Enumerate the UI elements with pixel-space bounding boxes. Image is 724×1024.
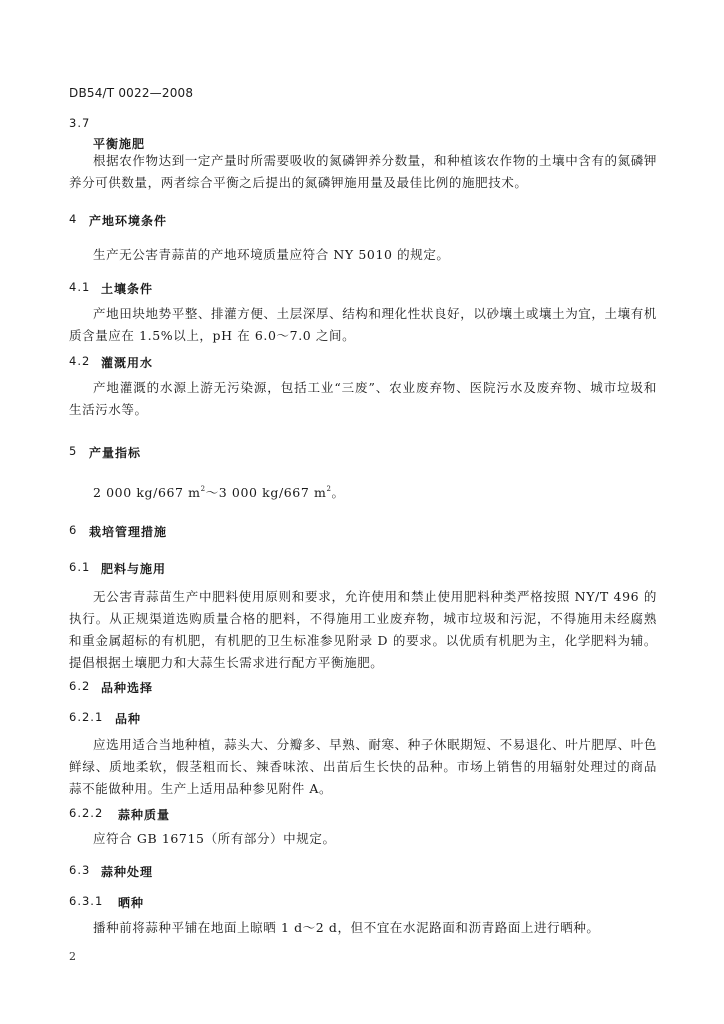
section-number-6-2: 6.2 [69,679,91,693]
paragraph-6-2-2: 应符合 GB 16715（所有部分）中规定。 [93,831,336,846]
yield-max: ～3 000 kg/667 m [205,485,327,500]
standard-header: DB54/T 0022—2008 [69,86,194,100]
section-title-6-2-1: 品种 [115,712,142,726]
paragraph-6-2-1: 应选用适合当地种植，蒜头大、分瓣多、早熟、耐寒、种子休眠期短、不易退化、叶片肥厚、叶色鲜绿、质地柔软，假茎粗而长、辣香味浓、出苗后生长快的品种。市场上销售的用辐射处理过的商品蒜不能做种用。生产上适用品种参见附件 A。 [69,737,657,796]
yield-max-exponent: 2 [326,485,332,493]
section-title-6-3-1: 晒种 [118,896,145,910]
section-title-6-1: 肥料与施用 [101,562,167,576]
paragraph-4-1: 产地田块地势平整、排灌方便、土层深厚、结构和理化性状良好，以砂壤土或壤土为宜，土壤有机质含量应在 1.5%以上，pH 在 6.0～7.0 之间。 [69,306,657,343]
section-title-4-2: 灌溉用水 [101,356,154,370]
yield-min-exponent: 2 [200,485,206,493]
section-title-4: 产地环境条件 [89,214,168,228]
section-number-6-2-2: 6.2.2 [69,806,104,820]
section-number-6: 6 [69,523,78,537]
page-number: 2 [69,950,76,963]
section-number-4-1: 4.1 [69,280,91,294]
section-title-6-2: 品种选择 [101,681,154,695]
paragraph-4-2: 产地灌溉的水源上游无污染源，包括工业“三废”、农业废弃物、医院污水及废弃物、城市垃圾和生活污水等。 [69,380,657,417]
section-number-6-1: 6.1 [69,560,91,574]
section-title-6-2-2: 蒜种质量 [118,808,171,822]
yield-end-mark: 。 [331,485,345,500]
section-number-3-7: 3.7 [69,116,91,130]
section-title-5: 产量指标 [89,446,142,460]
section-number-6-2-1: 6.2.1 [69,710,104,724]
section-title-6-3: 蒜种处理 [101,865,154,879]
section-number-4: 4 [69,212,78,226]
section-number-5: 5 [69,444,78,458]
paragraph-4: 生产无公害青蒜苗的产地环境质量应符合 NY 5010 的规定。 [93,247,450,262]
yield-range [93,478,653,504]
section-number-6-3: 6.3 [69,863,91,877]
section-number-4-2: 4.2 [69,354,91,368]
paragraph-3-7: 根据农作物达到一定产量时所需要吸收的氮磷钾养分数量，和种植该农作物的土壤中含有的氮磷钾养分可供数量，两者综合平衡之后提出的氮磷钾施用量及最佳比例的施肥技术。 [69,153,657,190]
section-title-3-7: 平衡施肥 [93,137,146,151]
section-title-6: 栽培管理措施 [89,525,168,539]
section-number-6-3-1: 6.3.1 [69,894,104,908]
paragraph-6-3-1: 播种前将蒜种平铺在地面上晾晒 1 d～2 d，但不宜在水泥路面和沥青路面上进行晒种。 [93,920,600,935]
paragraph-6-1: 无公害青蒜苗生产中肥料使用原则和要求，允许使用和禁止使用肥料种类严格按照 NY/T 496 的执行。从正规渠道选购质量合格的肥料，不得施用工业废弃物，城市垃圾和污泥，不得施用未经腐熟和重金属超标的有机肥，有机肥的卫生标准参见附录 D 的要求。以优质有机肥为主，化学肥料为辅。提倡根据土壤肥力和大蒜生长需求进行配方平衡施肥。 [69,589,657,670]
section-title-4-1: 土壤条件 [101,282,154,296]
yield-min: 2 000 kg/667 m [93,485,201,500]
